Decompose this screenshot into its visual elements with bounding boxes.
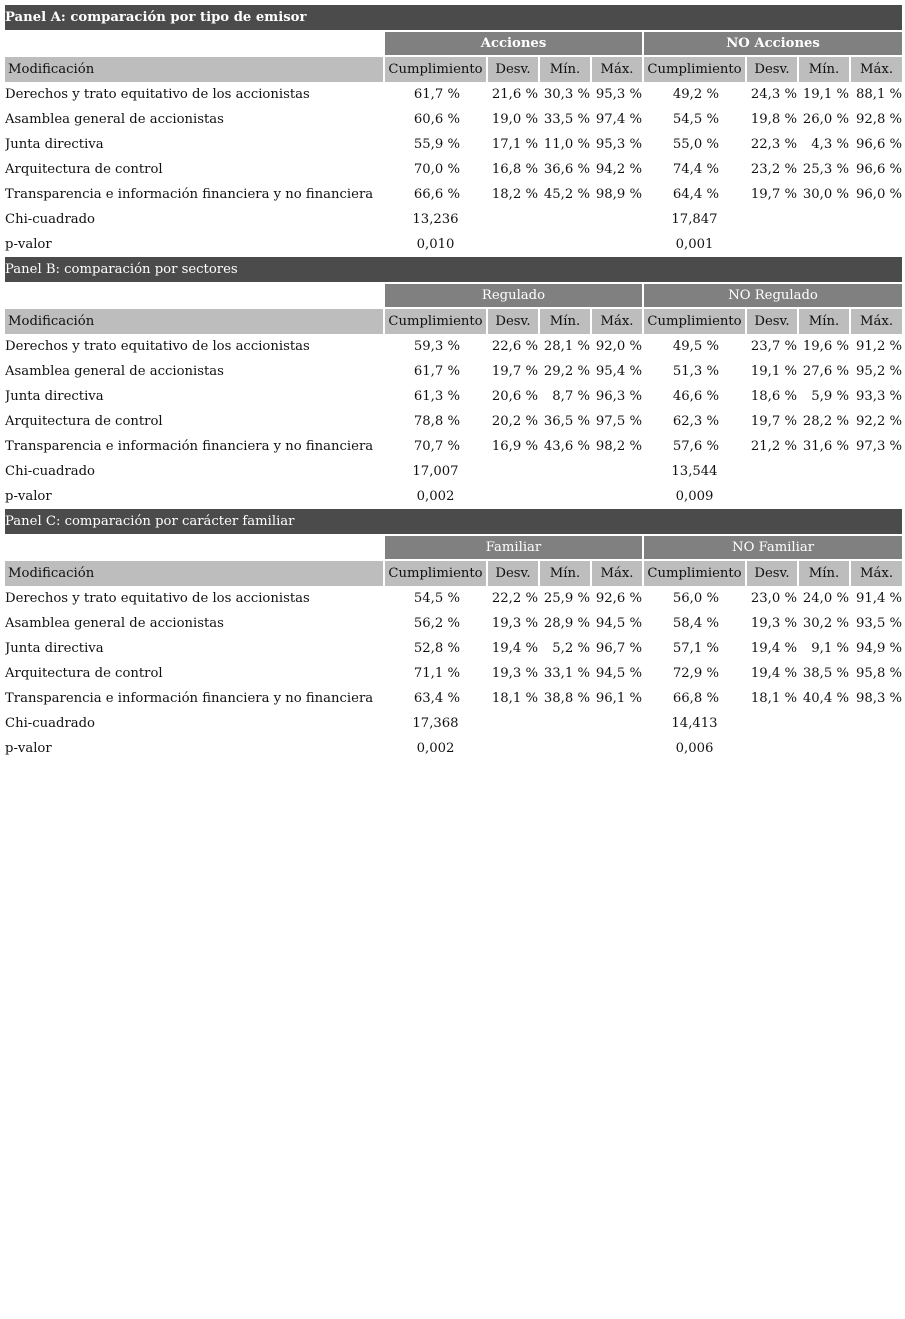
table-row [5, 409, 902, 434]
table-row [5, 82, 902, 107]
blank-cell [488, 736, 538, 761]
value-cell-min: 45,2 % [543, 187, 590, 202]
panel-title: Panel C: comparación por carácter familiar [5, 509, 902, 534]
table-row [5, 661, 902, 686]
blank-cell [540, 232, 590, 257]
row-label: Arquitectura de control [5, 414, 163, 429]
column-header-min: Mín. [799, 55, 849, 82]
value-cell-min: 29,2 % [543, 364, 590, 379]
column-header-max: Máx. [851, 559, 902, 586]
blank-cell [851, 484, 902, 509]
value-cell-desv: 19,7 % [750, 414, 797, 429]
p-valor-value: 0,002 [416, 741, 455, 756]
value-cell-min: 36,6 % [543, 162, 590, 177]
p-valor-row [5, 736, 902, 761]
value-cell-min: 4,3 % [811, 137, 849, 152]
value-cell-cumplimiento: 70,7 % [413, 439, 460, 454]
value-cell-max: 98,3 % [855, 691, 903, 706]
row-label: Junta directiva [5, 641, 104, 656]
value-cell-desv: 20,6 % [491, 389, 538, 404]
value-cell-max: 93,5 % [855, 616, 903, 631]
row-label: Arquitectura de control [5, 162, 163, 177]
value-cell-min: 38,5 % [802, 666, 849, 681]
value-cell-max: 94,9 % [855, 641, 903, 656]
value-cell-min: 24,0 % [802, 591, 849, 606]
column-header-desv: Desv. [488, 307, 538, 334]
row-label: Derechos y trato equitativo de los accionistas [5, 87, 310, 102]
value-cell-desv: 16,9 % [491, 439, 538, 454]
value-cell-min: 30,0 % [802, 187, 849, 202]
blank-cell [488, 232, 538, 257]
value-cell-min: 25,9 % [543, 591, 590, 606]
value-cell-min: 33,5 % [543, 112, 590, 127]
value-cell-cumplimiento: 49,2 % [672, 87, 719, 102]
column-header-desv: Desv. [747, 307, 797, 334]
chi-cuadrado-row [5, 711, 902, 736]
blank-cell [592, 459, 642, 484]
blank-cell [592, 207, 642, 232]
value-cell-desv: 19,1 % [750, 364, 797, 379]
blank-cell [747, 711, 797, 736]
value-cell-desv: 18,2 % [491, 187, 538, 202]
value-cell-cumplimiento: 57,6 % [672, 439, 719, 454]
p-valor-value: 0,006 [675, 741, 714, 756]
row-label: Junta directiva [5, 137, 104, 152]
value-cell-desv: 24,3 % [750, 87, 797, 102]
value-cell-max: 97,4 % [595, 112, 642, 127]
column-header-modificacion: Modificación [5, 307, 383, 334]
value-cell-min: 19,1 % [802, 87, 849, 102]
panel-title: Panel A: comparación por tipo de emisor [5, 5, 902, 30]
row-label: Transparencia e información financiera y no financiera [5, 439, 374, 454]
p-valor-value: 0,002 [416, 489, 455, 504]
group-header-primary: Familiar [385, 534, 642, 559]
table-row [5, 636, 902, 661]
column-header-cumplimiento: Cumplimiento [644, 55, 745, 82]
blank-cell [540, 711, 590, 736]
chi-cuadrado-value: 17,847 [671, 212, 718, 227]
column-header-min: Mín. [540, 307, 590, 334]
value-cell-desv: 16,8 % [491, 162, 538, 177]
value-cell-desv: 21,6 % [491, 87, 538, 102]
chi-cuadrado-value: 13,236 [412, 212, 459, 227]
table-row [5, 586, 902, 611]
value-cell-desv: 18,1 % [750, 691, 797, 706]
value-cell-desv: 19,8 % [750, 112, 797, 127]
group-header-secondary: NO Regulado [644, 282, 902, 307]
chi-cuadrado-label: Chi-cuadrado [5, 464, 95, 479]
value-cell-desv: 18,6 % [750, 389, 797, 404]
blank-cell [851, 207, 902, 232]
value-cell-desv: 23,2 % [750, 162, 797, 177]
row-label: Derechos y trato equitativo de los accionistas [5, 339, 310, 354]
p-valor-label: p-valor [5, 741, 52, 756]
blank-cell [540, 459, 590, 484]
value-cell-min: 26,0 % [802, 112, 849, 127]
row-label: Asamblea general de accionistas [5, 364, 224, 379]
value-cell-max: 95,3 % [595, 137, 642, 152]
value-cell-cumplimiento: 46,6 % [672, 389, 719, 404]
group-header-primary: Regulado [385, 282, 642, 307]
value-cell-min: 30,3 % [543, 87, 590, 102]
group-header-primary: Acciones [385, 30, 642, 55]
value-cell-cumplimiento: 54,5 % [413, 591, 460, 606]
column-header-max: Máx. [592, 307, 642, 334]
value-cell-desv: 23,7 % [750, 339, 797, 354]
value-cell-cumplimiento: 61,3 % [413, 389, 460, 404]
value-cell-cumplimiento: 51,3 % [672, 364, 719, 379]
value-cell-max: 96,0 % [856, 187, 903, 202]
value-cell-desv: 19,4 % [750, 666, 797, 681]
comparison-document [5, 5, 903, 761]
column-header-max: Máx. [592, 559, 642, 586]
column-header-cumplimiento: Cumplimiento [385, 307, 486, 334]
blank-cell [799, 484, 849, 509]
blank-cell [488, 484, 538, 509]
value-cell-max: 92,2 % [856, 414, 903, 429]
blank-cell [851, 232, 902, 257]
row-label: Junta directiva [5, 389, 104, 404]
value-cell-min: 30,2 % [802, 616, 849, 631]
column-header-cumplimiento: Cumplimiento [644, 559, 745, 586]
value-cell-max: 92,6 % [595, 591, 642, 606]
value-cell-min: 33,1 % [543, 666, 590, 681]
table-row [5, 384, 902, 409]
value-cell-max: 91,4 % [855, 591, 903, 606]
value-cell-min: 25,3 % [802, 162, 849, 177]
blank-cell [851, 459, 902, 484]
value-cell-min: 11,0 % [543, 137, 590, 152]
column-header-desv: Desv. [747, 55, 797, 82]
column-header-max: Máx. [592, 55, 642, 82]
panel-table [3, 509, 904, 761]
table-row [5, 611, 902, 636]
p-valor-label: p-valor [5, 237, 52, 252]
row-label: Asamblea general de accionistas [5, 616, 224, 631]
p-valor-value: 0,009 [675, 489, 714, 504]
value-cell-cumplimiento: 64,4 % [672, 187, 719, 202]
row-label: Transparencia e información financiera y no financiera [5, 187, 374, 202]
value-cell-cumplimiento: 55,0 % [672, 137, 719, 152]
value-cell-cumplimiento: 58,4 % [672, 616, 719, 631]
blank-cell [592, 484, 642, 509]
chi-cuadrado-value: 14,413 [671, 716, 718, 731]
table-row [5, 182, 902, 207]
blank-cell [851, 736, 902, 761]
value-cell-cumplimiento: 71,1 % [413, 666, 460, 681]
value-cell-desv: 19,3 % [491, 666, 538, 681]
value-cell-min: 28,9 % [543, 616, 590, 631]
value-cell-max: 91,2 % [856, 339, 903, 354]
column-header-cumplimiento: Cumplimiento [385, 559, 486, 586]
value-cell-desv: 19,0 % [491, 112, 538, 127]
value-cell-max: 92,0 % [595, 339, 642, 354]
blank-cell [747, 484, 797, 509]
value-cell-desv: 17,1 % [491, 137, 538, 152]
value-cell-max: 96,7 % [595, 641, 642, 656]
value-cell-cumplimiento: 49,5 % [672, 339, 719, 354]
value-cell-max: 88,1 % [856, 87, 903, 102]
value-cell-cumplimiento: 62,3 % [672, 414, 719, 429]
value-cell-cumplimiento: 74,4 % [672, 162, 719, 177]
chi-cuadrado-label: Chi-cuadrado [5, 212, 95, 227]
column-header-cumplimiento: Cumplimiento [385, 55, 486, 82]
blank-cell [5, 30, 383, 55]
value-cell-desv: 19,7 % [750, 187, 797, 202]
value-cell-desv: 19,3 % [491, 616, 538, 631]
value-cell-max: 96,6 % [856, 162, 903, 177]
value-cell-min: 8,7 % [552, 389, 590, 404]
table-row [5, 107, 902, 132]
chi-cuadrado-value: 13,544 [671, 464, 718, 479]
value-cell-max: 96,3 % [595, 389, 642, 404]
column-header-max: Máx. [851, 307, 902, 334]
blank-cell [540, 484, 590, 509]
column-header-modificacion: Modificación [5, 559, 383, 586]
value-cell-cumplimiento: 56,2 % [413, 616, 460, 631]
blank-cell [799, 459, 849, 484]
value-cell-max: 95,3 % [595, 87, 642, 102]
value-cell-max: 95,2 % [856, 364, 903, 379]
chi-cuadrado-row [5, 207, 902, 232]
blank-cell [592, 232, 642, 257]
value-cell-min: 40,4 % [802, 691, 849, 706]
value-cell-min: 28,1 % [543, 339, 590, 354]
blank-cell [851, 711, 902, 736]
row-label: Asamblea general de accionistas [5, 112, 224, 127]
column-header-modificacion: Modificación [5, 55, 383, 82]
value-cell-cumplimiento: 60,6 % [413, 112, 460, 127]
value-cell-desv: 22,6 % [491, 339, 538, 354]
value-cell-cumplimiento: 63,4 % [413, 691, 460, 706]
column-header-cumplimiento: Cumplimiento [644, 307, 745, 334]
value-cell-cumplimiento: 59,3 % [413, 339, 460, 354]
value-cell-desv: 22,2 % [491, 591, 538, 606]
blank-cell [747, 459, 797, 484]
value-cell-max: 94,5 % [595, 666, 642, 681]
value-cell-cumplimiento: 72,9 % [672, 666, 719, 681]
value-cell-min: 38,8 % [543, 691, 590, 706]
value-cell-min: 19,6 % [802, 339, 849, 354]
value-cell-max: 98,9 % [595, 187, 642, 202]
column-header-min: Mín. [540, 559, 590, 586]
blank-cell [488, 207, 538, 232]
column-header-desv: Desv. [488, 559, 538, 586]
value-cell-cumplimiento: 78,8 % [413, 414, 460, 429]
blank-cell [799, 232, 849, 257]
chi-cuadrado-value: 17,368 [412, 716, 459, 731]
value-cell-max: 96,1 % [595, 691, 642, 706]
group-header-secondary: NO Familiar [644, 534, 902, 559]
value-cell-cumplimiento: 61,7 % [413, 87, 460, 102]
blank-cell [5, 282, 383, 307]
blank-cell [799, 711, 849, 736]
value-cell-cumplimiento: 54,5 % [672, 112, 719, 127]
table-row [5, 334, 902, 359]
value-cell-desv: 19,7 % [491, 364, 538, 379]
blank-cell [488, 711, 538, 736]
value-cell-max: 93,3 % [856, 389, 903, 404]
value-cell-max: 94,2 % [595, 162, 642, 177]
value-cell-min: 5,9 % [811, 389, 849, 404]
table-row [5, 157, 902, 182]
value-cell-max: 95,4 % [595, 364, 642, 379]
column-header-desv: Desv. [747, 559, 797, 586]
value-cell-min: 36,5 % [543, 414, 590, 429]
value-cell-min: 27,6 % [802, 364, 849, 379]
chi-cuadrado-value: 17,007 [412, 464, 459, 479]
value-cell-max: 92,8 % [856, 112, 903, 127]
value-cell-max: 94,5 % [595, 616, 642, 631]
value-cell-desv: 19,3 % [750, 616, 797, 631]
value-cell-desv: 19,4 % [491, 641, 538, 656]
panel-title: Panel B: comparación por sectores [5, 257, 902, 282]
value-cell-max: 95,8 % [855, 666, 903, 681]
p-valor-row [5, 484, 902, 509]
value-cell-max: 98,2 % [595, 439, 642, 454]
chi-cuadrado-label: Chi-cuadrado [5, 716, 95, 731]
value-cell-desv: 20,2 % [491, 414, 538, 429]
p-valor-row [5, 232, 902, 257]
value-cell-desv: 22,3 % [750, 137, 797, 152]
blank-cell [488, 459, 538, 484]
column-header-min: Mín. [799, 559, 849, 586]
blank-cell [747, 232, 797, 257]
row-label: Derechos y trato equitativo de los accionistas [5, 591, 310, 606]
blank-cell [592, 736, 642, 761]
value-cell-max: 96,6 % [856, 137, 903, 152]
blank-cell [799, 736, 849, 761]
value-cell-min: 31,6 % [802, 439, 849, 454]
blank-cell [747, 736, 797, 761]
value-cell-cumplimiento: 70,0 % [413, 162, 460, 177]
value-cell-cumplimiento: 57,1 % [672, 641, 719, 656]
value-cell-cumplimiento: 52,8 % [413, 641, 460, 656]
blank-cell [592, 711, 642, 736]
p-valor-label: p-valor [5, 489, 52, 504]
value-cell-max: 97,5 % [595, 414, 642, 429]
blank-cell [747, 207, 797, 232]
value-cell-min: 5,2 % [552, 641, 590, 656]
row-label: Arquitectura de control [5, 666, 163, 681]
table-row [5, 359, 902, 384]
value-cell-cumplimiento: 61,7 % [413, 364, 460, 379]
value-cell-cumplimiento: 66,8 % [672, 691, 719, 706]
blank-cell [799, 207, 849, 232]
column-header-max: Máx. [851, 55, 902, 82]
blank-cell [540, 207, 590, 232]
value-cell-max: 97,3 % [856, 439, 903, 454]
value-cell-min: 43,6 % [543, 439, 590, 454]
value-cell-cumplimiento: 55,9 % [413, 137, 460, 152]
column-header-desv: Desv. [488, 55, 538, 82]
blank-cell [540, 736, 590, 761]
table-row [5, 132, 902, 157]
value-cell-desv: 19,4 % [750, 641, 797, 656]
blank-cell [5, 534, 383, 559]
value-cell-desv: 18,1 % [491, 691, 538, 706]
value-cell-cumplimiento: 56,0 % [672, 591, 719, 606]
p-valor-value: 0,001 [675, 237, 714, 252]
group-header-secondary: NO Acciones [644, 30, 902, 55]
value-cell-cumplimiento: 66,6 % [413, 187, 460, 202]
table-row [5, 434, 902, 459]
panel-table [3, 257, 904, 509]
value-cell-desv: 23,0 % [750, 591, 797, 606]
panel-table [3, 5, 904, 257]
row-label: Transparencia e información financiera y no financiera [5, 691, 374, 706]
value-cell-desv: 21,2 % [750, 439, 797, 454]
chi-cuadrado-row [5, 459, 902, 484]
table-row [5, 686, 902, 711]
value-cell-min: 9,1 % [811, 641, 849, 656]
column-header-min: Mín. [799, 307, 849, 334]
value-cell-min: 28,2 % [802, 414, 849, 429]
column-header-min: Mín. [540, 55, 590, 82]
p-valor-value: 0,010 [416, 237, 455, 252]
